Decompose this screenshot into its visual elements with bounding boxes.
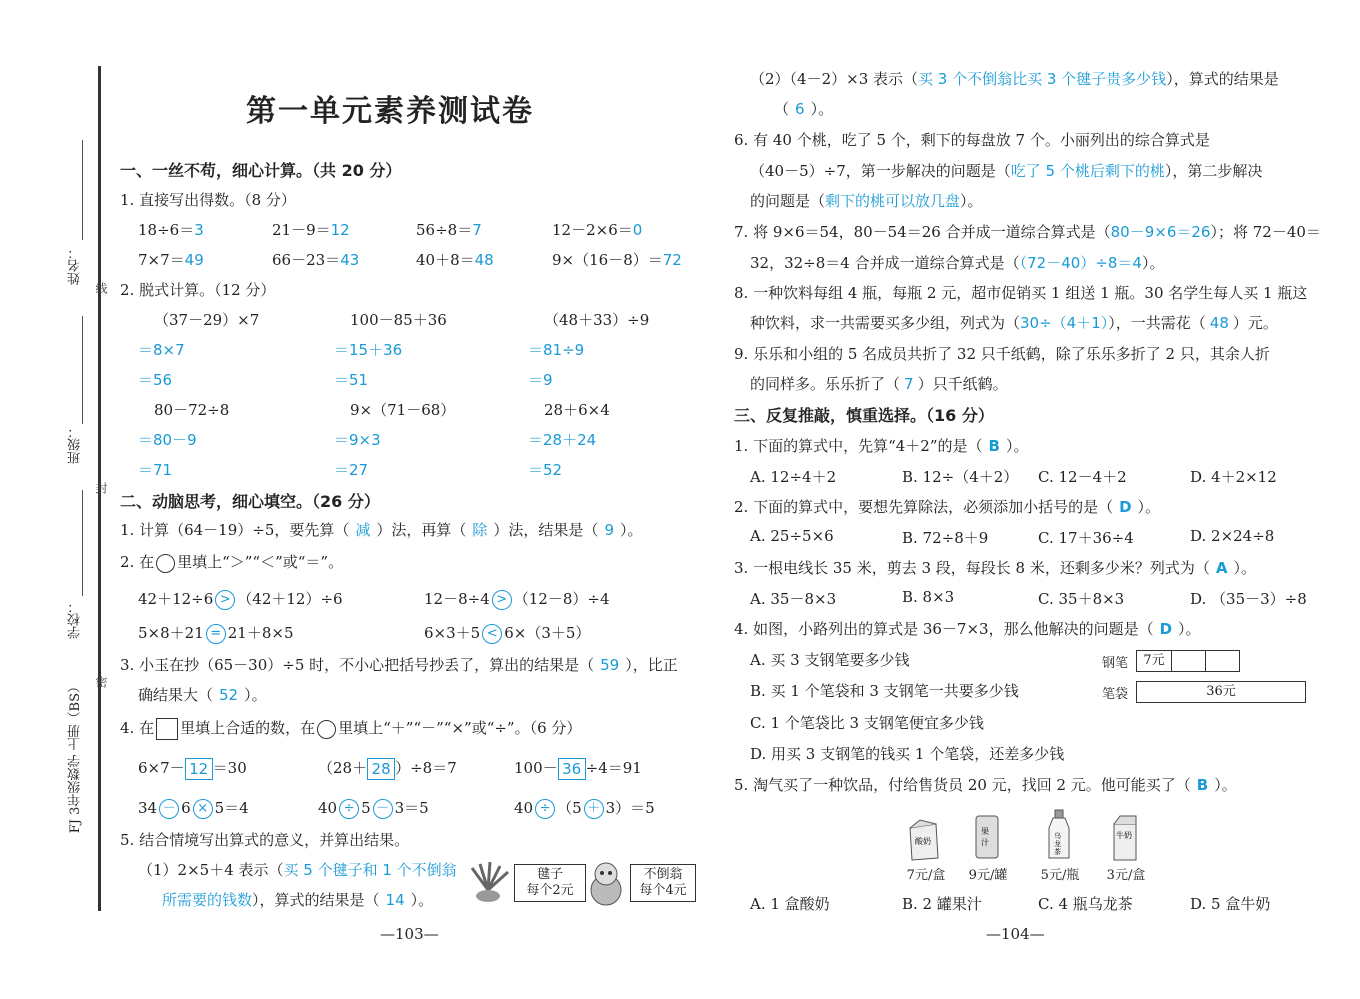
fill-q3-cont: 确结果大（ 52 ）。 (138, 686, 267, 704)
tuo-step: ＝27 (334, 461, 369, 479)
option[interactable]: D. 用买 3 支钢笔的钱买 1 个笔袋，还差多少钱 (750, 745, 1065, 763)
school-underline (82, 490, 83, 596)
tuo-step: ＝28＋24 (528, 431, 597, 449)
tuo-expr: 80－72÷8 (154, 401, 230, 419)
section-3-heading: 三、反复推敲，慎重选择。（16 分） (734, 406, 994, 425)
fill-q5-heading: 5. 结合情境写出算式的意义，并算出结果。 (120, 831, 410, 849)
pen-bar-segment (1171, 650, 1206, 672)
seal-mark-line: 线 (94, 282, 108, 294)
option[interactable]: B. 8×3 (902, 588, 955, 606)
option[interactable]: A. 12÷4＋2 (750, 468, 837, 486)
fill-op-item: 40 ÷ 5 － 3＝5 (318, 799, 429, 817)
svg-text:果: 果 (981, 827, 989, 836)
tuo-expr: 9×（71－68） (350, 401, 456, 419)
option[interactable]: C. 1 个笔袋比 3 支钢笔便宜多少钱 (750, 714, 984, 732)
page-title: 第一单元素养测试卷 (246, 94, 534, 129)
tea-bottle-icon (1044, 808, 1074, 862)
direct-item: 21－9＝12 (272, 221, 350, 239)
fill-box-item: 100－ 36 ÷4＝91 (514, 759, 642, 778)
option[interactable]: D. 4＋2×12 (1190, 468, 1277, 486)
q8-line2: 种饮料，求一共需要买多少组，列式为（30÷（4＋1）），一共需花（ 48 ）元。 (750, 314, 1278, 332)
choice-q1: 1. 下面的算式中，先算“4＋2”的是（ B ）。 (734, 437, 1029, 455)
fill-q5a: （1）2×5＋4 表示（买 5 个毽子和 1 个不倒翁 (138, 861, 457, 879)
direct-item: 9×（16－8）＝72 (552, 251, 682, 269)
svg-text:牛奶: 牛奶 (1116, 831, 1132, 840)
page-number-right: —104— (986, 925, 1045, 943)
q1-heading: 1. 直接写出得数。（8 分） (120, 191, 296, 209)
choice-q3: 3. 一根电线长 35 米，剪去 3 段，每段长 8 米，还剩多少米？列式为（ A ）。 (734, 559, 1256, 577)
direct-item: 40＋8＝48 (416, 251, 494, 269)
option[interactable]: D. （35－3）÷8 (1190, 590, 1307, 608)
option[interactable]: A. 35－8×3 (750, 590, 837, 608)
option[interactable]: B. 12÷（4＋2） (902, 468, 1019, 486)
option[interactable]: B. 72÷8＋9 (902, 529, 989, 547)
tuo-step: ＝9 (528, 371, 553, 389)
choice-q5: 5. 淘气买了一种饮品，付给售货员 20 元，找回 2 元。他可能买了（ B ）。 (734, 776, 1237, 794)
juice-can-icon (972, 812, 1002, 862)
shuttlecock-price-tag: 毽子 每个2元 (514, 864, 586, 902)
fill-q5a-cont: 所需要的钱数），算式的结果是（ 14 ）。 (162, 891, 434, 909)
tuo-step: ＝15＋36 (334, 341, 403, 359)
box-blank-icon (156, 718, 178, 740)
q7-line1: 7. 将 9×6＝54，80－54＝26 合并成一道综合算式是（80－9×6＝26）；将 72－40＝ (734, 223, 1321, 241)
bag-label: 笔袋 (1102, 687, 1129, 702)
direct-item: 18÷6＝3 (138, 221, 204, 239)
yogurt-box-icon (906, 818, 942, 862)
q5-part2-cont: （ 6 ）。 (774, 100, 834, 118)
q7-line2: 32，32÷8＝4 合并成一道综合算式是（（72－40）÷8＝4）。 (750, 254, 1165, 272)
school-label: 学校： (68, 600, 83, 639)
seal-mark-seal: 封 (94, 482, 108, 494)
shuttlecock-icon (464, 860, 512, 906)
direct-item: 7×7＝49 (138, 251, 204, 269)
book-label: FJ 3年级数学 上册（BS） (68, 680, 83, 834)
circle-blank-icon (317, 720, 336, 739)
circle-blank-icon (156, 554, 175, 573)
tuo-step: ＝81÷9 (528, 341, 585, 359)
section-1-heading: 一、一丝不苟，细心计算。（共 20 分） (120, 161, 402, 180)
name-underline (82, 140, 83, 240)
svg-text:酸奶: 酸奶 (915, 837, 931, 846)
pen-label: 钢笔 (1102, 656, 1129, 671)
tuo-step: ＝56 (138, 371, 173, 389)
class-underline (82, 316, 83, 424)
yogurt-price: 7元/盒 (906, 868, 946, 883)
option[interactable]: A. 1 盒酸奶 (750, 895, 830, 913)
fill-q4: 4. 在 里填上合适的数，在 里填上“＋”“－”“×”或“÷”。（6 分） (120, 717, 581, 740)
milk-box-icon (1108, 814, 1142, 862)
tuo-step: ＝8×7 (138, 341, 185, 359)
svg-text:汁: 汁 (981, 838, 989, 847)
option[interactable]: C. 12－4＋2 (1038, 468, 1127, 486)
fill-op-item: 40 ÷ （5 ＋ 3）＝5 (514, 799, 655, 817)
page-number-left: —103— (380, 925, 439, 943)
q6-line2: （40－5）÷7，第一步解决的问题是（吃了 5 个桃后剩下的桃），第二步解决 (750, 162, 1263, 180)
name-label: 姓名： (68, 246, 83, 285)
option[interactable]: C. 4 瓶乌龙茶 (1038, 895, 1133, 913)
choice-q2: 2. 下面的算式中，要想先算除法，必须添加小括号的是（ D ）。 (734, 498, 1161, 516)
compare-item: 12－8÷4 > （12－8）÷4 (424, 590, 610, 608)
direct-item: 66－23＝43 (272, 251, 360, 269)
tumbler-icon (586, 860, 626, 906)
fill-op-item: 34 － 6 × 5＝4 (138, 799, 249, 817)
tuo-step: ＝71 (138, 461, 173, 479)
direct-item: 12－2×6＝0 (552, 221, 643, 239)
q2-heading: 2. 脱式计算。（12 分） (120, 281, 276, 299)
q5-part2: （2）（4－2）×3 表示（买 3 个不倒翁比买 3 个毽子贵多少钱），算式的结果是 (750, 70, 1279, 88)
option[interactable]: A. 买 3 支钢笔要多少钱 (750, 651, 910, 669)
compare-item: 5×8＋21 = 21＋8×5 (138, 624, 294, 642)
bag-bar: 36元 (1136, 681, 1306, 703)
tuo-step: ＝51 (334, 371, 369, 389)
option[interactable]: B. 买 1 个笔袋和 3 支钢笔一共要多少钱 (750, 682, 1019, 700)
pen-bar-segment (1205, 650, 1240, 672)
tuo-expr: 100－85＋36 (350, 311, 447, 329)
tuo-expr: （37－29）×7 (154, 311, 260, 329)
svg-text:龙: 龙 (1054, 840, 1061, 848)
tuo-step: ＝52 (528, 461, 563, 479)
option[interactable]: C. 17＋36÷4 (1038, 529, 1134, 547)
svg-text:乌: 乌 (1054, 832, 1061, 840)
q6-line1: 6. 有 40 个桃，吃了 5 个，剩下的每盘放 7 个。小丽列出的综合算式是 (734, 131, 1210, 149)
tuo-expr: （48＋33）÷9 (544, 311, 650, 329)
option[interactable]: A. 25÷5×6 (750, 527, 834, 545)
compare-item: 6×3＋5 < 6×（3＋5） (424, 624, 591, 642)
milk-price: 3元/盒 (1106, 868, 1146, 883)
class-label: 班级： (68, 425, 83, 464)
q8-line1: 8. 一种饮料每组 4 瓶，每瓶 2 元，超市促销买 1 组送 1 瓶。30 名学生每人买 1 瓶这 (734, 284, 1308, 302)
tuo-expr: 28＋6×4 (544, 401, 610, 419)
option[interactable]: D. 2×24÷8 (1190, 527, 1275, 545)
fill-q2: 2. 在 里填上“＞”“＜”或“＝”。 (120, 553, 344, 571)
fill-q3: 3. 小玉在抄（65－30）÷5 时，不小心把括号抄丢了，算出的结果是（ 59 ），比正 (120, 656, 678, 674)
svg-text:茶: 茶 (1054, 848, 1061, 856)
section-2-heading: 二、动脑思考，细心填空。（26 分） (120, 492, 380, 511)
juice-price: 9元/罐 (968, 868, 1008, 883)
compare-item: 42＋12÷6 > （42＋12）÷6 (138, 590, 343, 608)
option[interactable]: D. 5 盒牛奶 (1190, 895, 1271, 913)
option[interactable]: B. 2 罐果汁 (902, 895, 982, 913)
option[interactable]: C. 35＋8×3 (1038, 590, 1125, 608)
tea-price: 5元/瓶 (1040, 868, 1080, 883)
choice-q4: 4. 如图，小路列出的算式是 36－7×3，那么他解决的问题是（ D ）。 (734, 620, 1201, 638)
q9-line1: 9. 乐乐和小组的 5 名成员共折了 32 只千纸鹤，除了乐乐多折了 2 只，其余人折 (734, 345, 1270, 363)
q9-line2: 的同样多。乐乐折了（ 7 ）只千纸鹤。 (750, 375, 1008, 393)
fill-q1: 1. 计算（64－19）÷5，要先算（ 减 ）法，再算（ 除 ）法，结果是（ 9 ）。 (120, 521, 643, 539)
tumbler-price-tag: 不倒翁 每个4元 (630, 864, 696, 902)
pen-bar-segment: 7元 (1136, 650, 1172, 672)
direct-item: 56÷8＝7 (416, 221, 482, 239)
seal-mark-secret: 密 (94, 676, 108, 688)
fill-box-item: （28＋ 28 ）÷8＝7 (318, 759, 457, 778)
tuo-step: ＝9×3 (334, 431, 381, 449)
q6-line3: 的问题是（剩下的桃可以放几盘）。 (750, 192, 983, 210)
tuo-step: ＝80－9 (138, 431, 197, 449)
fill-box-item: 6×7－ 12 ＝30 (138, 759, 247, 778)
